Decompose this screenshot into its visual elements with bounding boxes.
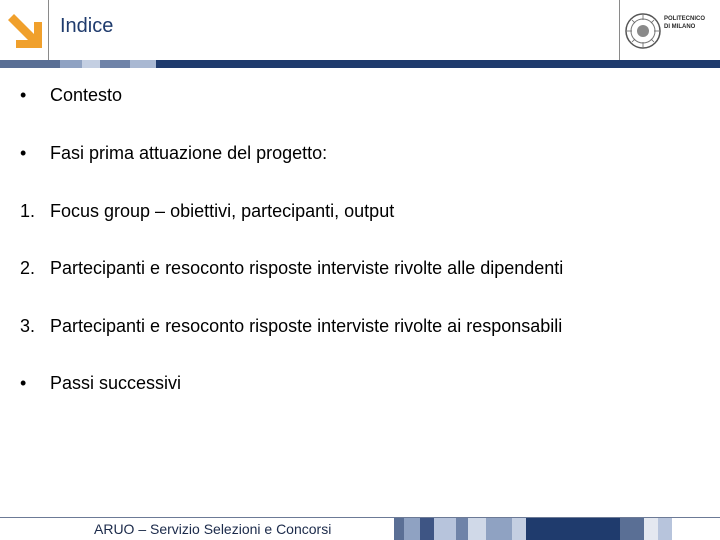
bullet-marker: • (20, 143, 27, 163)
polimi-logo-text: POLITECNICO DI MILANO (664, 16, 706, 30)
bullet-marker: • (20, 85, 27, 105)
number-marker: 1. (20, 201, 36, 221)
slide-title: Indice (60, 15, 114, 37)
list-item-text: Contesto (50, 85, 123, 105)
number-marker: 2. (20, 258, 36, 278)
list-item-text: Fasi prima attuazione del progetto: (50, 143, 328, 163)
list-item-text: Partecipanti e resoconto risposte interviste rivolte alle dipendenti (50, 258, 564, 278)
list-item-text: Partecipanti e resoconto risposte interviste rivolte ai responsabili (50, 316, 563, 336)
number-marker: 3. (20, 316, 36, 336)
list-item-text: Focus group – obiettivi, partecipanti, output (50, 201, 395, 221)
bullet-marker: • (20, 373, 27, 393)
footer-stripe (394, 518, 720, 540)
list-item-text: Passi successivi (50, 373, 182, 393)
footer-text: ARUO – Servizio Selezioni e Concorsi (94, 521, 332, 537)
